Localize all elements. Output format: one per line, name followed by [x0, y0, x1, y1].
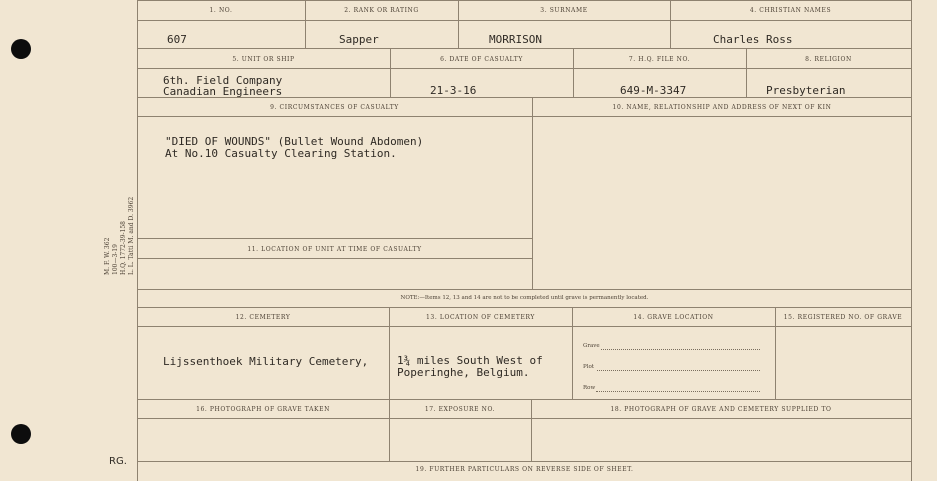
side-print-line2: 100—3-19 — [112, 244, 119, 275]
footer-further-particulars: 19. FURTHER PARTICULARS ON REVERSE SIDE OF SHEET. — [415, 466, 634, 473]
value-location-cemetery-line1: 1¾ miles South West of — [397, 354, 543, 367]
side-print-line1: M. F. W. 362 — [104, 237, 111, 275]
value-circumstances-line2: At No.10 Casualty Clearing Station. — [165, 147, 397, 160]
grave-field-line — [601, 349, 760, 350]
header-religion: 8. RELIGION — [805, 56, 852, 63]
row5-top — [137, 307, 912, 308]
value-unit-line1: 6th. Field Company — [163, 74, 283, 87]
header-date: 6. DATE OF CASUALTY — [440, 56, 523, 63]
row5-sep — [137, 326, 912, 327]
value-surname: MORRISON — [489, 33, 542, 46]
header-hq: 7. H.Q. FILE NO. — [628, 56, 691, 63]
note-top — [137, 289, 912, 290]
row3-div — [532, 97, 533, 289]
header-grave-location: 14. GRAVE LOCATION — [633, 314, 714, 321]
value-date: 21-3-16 — [430, 84, 477, 97]
header-unit: 5. UNIT OR SHIP — [232, 56, 295, 63]
footer-mark: RG. — [109, 456, 127, 467]
value-circumstances-line1: "DIED OF WOUNDS" (Bullet Wound Abdomen) — [165, 135, 424, 148]
header-registered: 15. REGISTERED NO. OF GRAVE — [783, 314, 903, 321]
row1-top — [137, 0, 912, 1]
header-christian: 4. CHRISTIAN NAMES — [749, 7, 832, 14]
value-religion: Presbyterian — [766, 84, 846, 97]
row-field-line — [596, 391, 760, 392]
header-no: 1. NO. — [209, 7, 233, 14]
punch-hole-top — [11, 39, 31, 59]
circ-sep — [137, 116, 532, 117]
row6-sep — [137, 418, 912, 419]
value-unit-line2: Canadian Engineers — [163, 85, 283, 98]
header-next-of-kin: 10. NAME, RELATIONSHIP AND ADDRESS OF NEXT OF KIN — [612, 104, 832, 111]
note-text: NOTE:—Items 12, 13 and 14 are not to be completed until grave is permanently located. — [400, 295, 649, 301]
header-location-cemetery: 13. LOCATION OF CEMETERY — [426, 314, 535, 321]
plot-field-line — [597, 370, 760, 371]
header-photo-taken: 16. PHOTOGRAPH OF GRAVE TAKEN — [196, 406, 330, 413]
row6-top — [137, 399, 912, 400]
value-christian: Charles Ross — [713, 33, 793, 46]
row-field-label: Row — [583, 385, 596, 391]
kin-sep — [532, 116, 912, 117]
header-rank: 2. RANK OR RATING — [344, 7, 419, 14]
value-no: 607 — [167, 33, 187, 46]
right-border — [911, 0, 912, 481]
side-print-line4: L. L. Tatti M. and D. 3962 — [128, 196, 135, 275]
side-print-line3: H.Q. 1772-39-158 — [120, 221, 127, 275]
row2-top — [137, 48, 912, 49]
loc-unit-top — [137, 238, 532, 239]
header-photo-supplied: 18. PHOTOGRAPH OF GRAVE AND CEMETERY SUPPLIED TO — [610, 406, 832, 413]
header-exposure: 17. EXPOSURE NO. — [424, 406, 496, 413]
value-location-cemetery-line2: Poperinghe, Belgium. — [397, 366, 530, 379]
header-location-unit: 11. LOCATION OF UNIT AT TIME OF CASUALTY — [247, 246, 422, 253]
header-cemetery: 12. CEMETERY — [235, 314, 291, 321]
value-cemetery: Lijssenthoek Military Cemetery, — [163, 355, 369, 368]
grave-field-label: Grave — [583, 343, 600, 349]
header-surname: 3. SURNAME — [540, 7, 588, 14]
plot-field-label: Plot — [583, 364, 594, 370]
loc-unit-sep — [137, 258, 532, 259]
row7-top — [137, 461, 912, 462]
value-hq: 649-M-3347 — [620, 84, 687, 97]
header-circumstances: 9. CIRCUMSTANCES OF CASUALTY — [270, 104, 399, 111]
row1-sep — [137, 20, 912, 21]
value-rank: Sapper — [339, 33, 379, 46]
row2-sep — [137, 68, 912, 69]
punch-hole-bottom — [11, 424, 31, 444]
